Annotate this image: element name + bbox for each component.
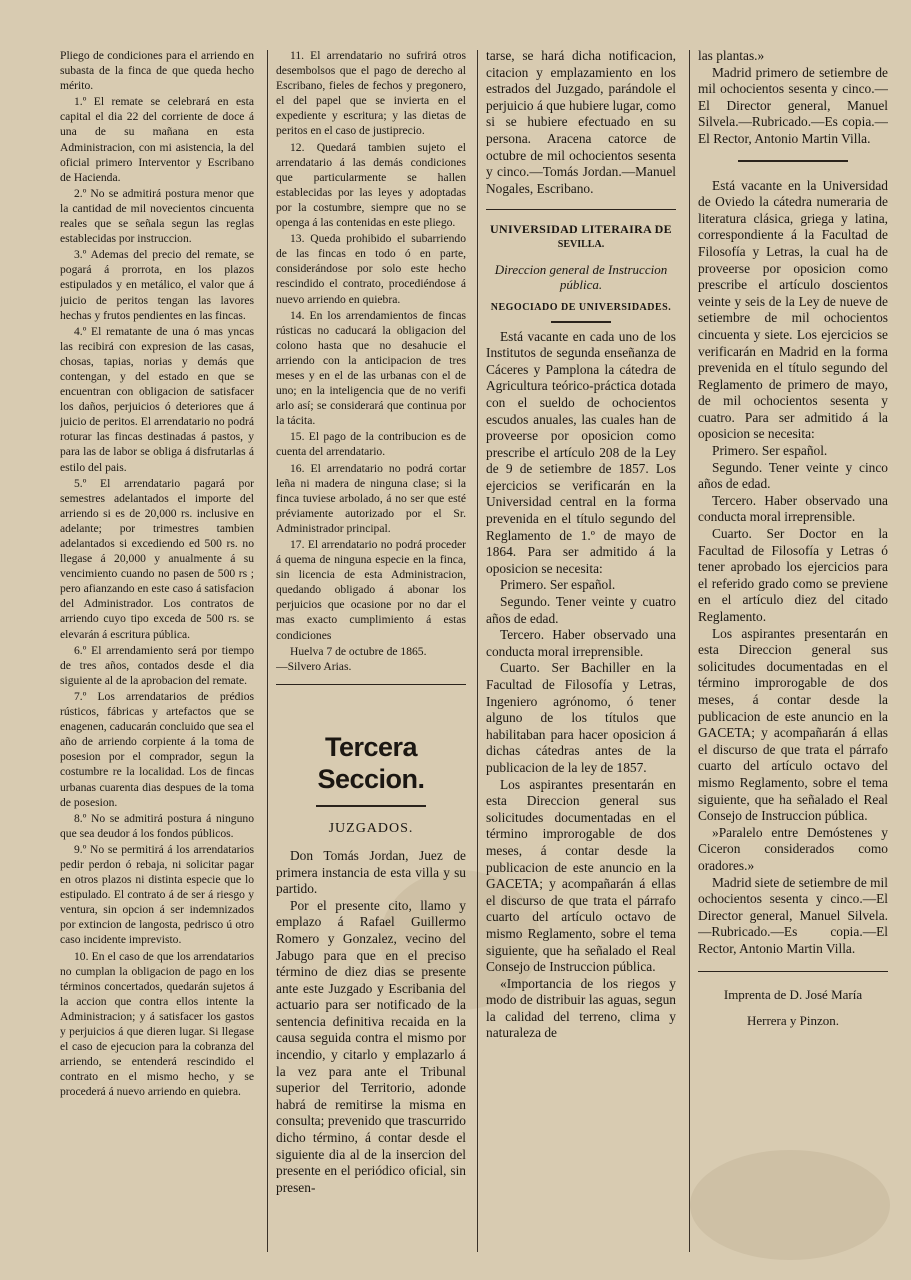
divider: [551, 321, 611, 323]
paragraph: 13. Queda prohibido el subarriendo de las fincas en todo ó en parte, considerándose por solo este hecho rescindido el contrato, procediéndose á nuevo arriendo en quiebra.: [276, 232, 466, 306]
requirement: Tercero. Haber observado una conducta moral irreprensible.: [698, 492, 888, 525]
paragraph: Madrid siete de setiembre de mil ochocientos sesenta y cinco.—El Director general, Manuel Silvela.—Rubricado.—Es copia.—El Rector, Antonio Martin Villa.: [698, 874, 888, 956]
paragraph: 7.º Los arrendatarios de prédios rústicos, fábricas y artefactos que se enagenen, caducarán concluido que sea el año de arriendo corpiente á la toma de posesion por el comprador, segun la costumbre re la localidad. Los de fincas urbanas cuarenta dias despues de la toma de posesion.: [60, 689, 254, 809]
direccion-heading: Direccion general de Instruccion pública.: [494, 261, 668, 292]
paragraph: Los aspirantes presentarán en esta Direccion general sus solicitudes documentadas en el término improrogable de dos meses, á contar desde la publicacion de este anuncio en la GACETA; y acompañarán á ellas el discurso de que trata el párrafo cuarto del artículo octavo del mismo Reglamento, sobre el tema siguiente, que ha señalado el Real Consejo de Instruccion pública.: [698, 625, 888, 824]
paragraph: las plantas.»: [698, 48, 765, 63]
paragraph: 4.º El rematante de una ó mas yncas las recibirá con expresion de las casas, chosas, tapias, norias y demás que contengan, y del estado en que se encuentran con obligacion de satisfacer los daños, perjuicios ó deteriores que á juicio de peritos. El arrendatario no podrá roturar las fincas destinadas á pastos, y para las de labor se obliga á disfrutarlas á estilo del pais.: [60, 324, 254, 474]
paragraph: Está vacante en cada uno de los Institutos de segunda enseñanza de Cáceres y Pamplona la cátedra de Agricultura teórico-práctica dotada con el sueldo de ochocientos escudos anuales, las cuales han de proveerse por oposicion como prescribe el artículo 208 de la Ley de 9 de setiembre de 1857. Los ejercicios se verificarán en la Universidad central en la forma prevenida en el título segundo del Reglamento de 1.º de mayo de 1864. Para ser admitido á la oposicion se necesita:: [486, 328, 676, 576]
divider: [698, 971, 888, 972]
paragraph: «Importancia de los riegos y modo de distribuir las aguas, segun la calidad del terreno, clima y naturaleza de: [486, 975, 676, 1041]
divider: [276, 684, 466, 685]
subsection-title: JUZGADOS.: [328, 820, 414, 836]
paragraph: 12. Quedará tambien sujeto el arrendatario á las demás condiciones que particularmente se hallen establecidas por las leyes y adoptadas por la costumbre, siempre que no se openga á las contenidas en este pliego.: [276, 140, 466, 230]
printer-line: Imprenta de D. José María: [723, 987, 863, 1003]
paragraph: 14. En los arrendamientos de fincas rústicas no caducará la obligacion del colono hasta que no desahucie el arriendo con la anticipacion de tres meses y en el de las urbanas con el de uno; en la inteligencia que de no verifi arlo así; se considerará que continua por la tácita.: [276, 308, 466, 428]
column-3: [486, 48, 676, 1250]
divider: [316, 805, 426, 807]
paragraph: 1.º El remate se celebrará en esta capital el dia 22 del corriente de doce á una de su mañana en esta Administracion, con mi asistencia, la del oficial primero Interventor y Escribano de Hacienda.: [60, 95, 254, 184]
divider: [486, 209, 676, 210]
paragraph: 11. El arrendatario no sufrirá otros desembolsos que el pago de derecho al Escribano, fieles de fechos y pregonero, el del papel que se invierta en el expediente y escritura; y las dietas de peritos en el caso de justiprecio.: [276, 49, 466, 138]
paragraph: »Paralelo entre Demóstenes y Ciceron considerados como oradores.»: [698, 824, 888, 873]
paragraph: Los aspirantes presentarán en esta Direccion general sus solicitudes documentadas en el término improrogable de dos meses, á contar desde la publicacion de este anuncio en la GACETA; y acompañarán á ellas el discurso de que trata el párrafo cuarto del artículo octavo de mismo Reglamento, sobre el tema siguiente, que ha señalado el Real Consejo de Instruccion pública.: [486, 776, 676, 975]
paragraph: 3.º Ademas del precio del remate, se pogará á prorrota, en los plazos estipulados y en metálico, el valor que á juicio de peritos tengan las lavores hechas y frutos pendientes en las fincas.: [60, 248, 254, 322]
paragraph: Madrid primero de setiembre de mil ochocientos sesenta y cinco.—El Director general, Manuel Silvela.—Rubricado.—Es copia.—El Rector, Antonio Martin Villa.: [698, 64, 888, 146]
requirement: Cuarto. Ser Doctor en la Facultad de Filosofía y Letras ó tener aprobado los ejercicios para el referido grado como se previene en el artículo diez del citado Reglamento.: [698, 526, 888, 624]
paragraph: 16. El arrendatario no podrá cortar leña ni madera de ninguna clase; si la finca tuviese arbolado, á no ser que esté préviamente autorizado por el Sr. Administrador principal.: [276, 461, 466, 535]
section-title: Tercera Seccion.: [317, 731, 425, 794]
paragraph: 5.º El arrendatario pagará por semestres adelantados el importe del arriendo si es de 20,000 rs. inclusive en adelante; por trimestres tambien adelantados si excediendo ed 500 rs. no llegase á 20,000 y anualmente á su vencimiento cuando no pasen de 500 rs ; pero afianzando en este caso á satisfacion del Administrador. Los contratos de arriendo cuyo tipo exceda de 500 rs. se elevarán á escritura pública.: [60, 476, 254, 641]
requirement: Cuarto. Ser Bachiller en la Facultad de Filosofía y Letras, Ingeniero agrónomo, ó tener alguno de los títulos que habilitaban para hacer oposicion á dichas cátedras antes de la publicacion de la ley de 1857.: [486, 660, 676, 775]
paragraph: Por el presente cito, llamo y emplazo á Rafael Guillermo Romero y Gonzalez, vecino del Jabugo para que en el preciso término de diez dias se presente ante este Juzgado y Escribania del actuario para ser notificado de la sentencia definitiva recaida en la causa seguida contra el mismo por incendio, y citarlo y emplazarlo á la vez para ante el Tribunal superior del Territorio, adonde habrá de remitirse la misma en consulta; prevenido que trascurrido dicho término, á contar desde el siguiente dia al de la insercion del presente en el periódico oficial, sin presen-: [276, 897, 466, 1195]
paragraph: 15. El pago de la contribucion es de cuenta del arrendatario.: [276, 430, 466, 459]
requirement: Primero. Ser español.: [500, 577, 616, 593]
paragraph: Pliego de condiciones para el arriendo en subasta de la finca de que queda hecho mérito.: [60, 49, 254, 93]
column-1: [60, 48, 254, 1250]
column-2: [276, 48, 466, 1250]
divider: [738, 160, 848, 162]
signature-name: —Silvero Arias.: [276, 659, 352, 673]
university-title: UNIVERSIDAD LITERAIRA DE: [490, 222, 672, 237]
column-4: [698, 48, 888, 1250]
paragraph: Don Tomás Jordan, Juez de primera instancia de esta villa y su partido.: [276, 847, 466, 897]
paragraph: Está vacante en la Universidad de Oviedo la cátedra numeraria de literatura clásica, griega y latina, correspondiente á la Facultad de Filosofía y Letras, la cual ha de proveerse por oposicion como prescribe el artículo doscientos veinte y seis de la Ley de nueve de setiembre de mil ochocientos cincuenta y siete. Los ejercicios se verificarán en Madrid en la forma prevenida en el título segundo del Reglamento de primero de mayo, de mil ochocientos sesenta y cuatro. Para ser admitido á la oposicion se necesita:: [698, 177, 888, 442]
paragraph: 10. En el caso de que los arrendatarios no cumplan la obligacion de pago en los términos concertados, quedarán sujetos á la accion que contra ellos intente la Administracion; y á satisfacer los gastos y perjuicios á que dieren lugar. Si llegase el caso de ejecucion para la cobranza del arriendo, se entenderá rescindido el contrato en el mismo hecho, y se procederá á nuevo arriendo en quiebra.: [60, 949, 254, 1099]
requirement: Segundo. Tener veinte y cinco años de edad.: [698, 459, 888, 492]
paragraph: 6.º El arrendamiento será por tiempo de tres años, contados desde el dia siguiente al de la aprobacion del remate.: [60, 643, 254, 687]
paragraph: tarse, se hará dicha notificacion, citacion y emplazamiento en los estrados del Juzgado, parándole el perjuicio á que hubiere lugar, como si se hubiere efectuado en su persona. Aracena catorce de octubre de mil ochocientos sesenta y cinco.—Tomás Jordan.—Manuel Nogales, Escribano.: [486, 48, 676, 196]
paragraph: 9.º No se permitirá á los arrendatarios pedir perdon ó rebaja, ni solicitar pagar en otros plazos ni distinta especie que lo estipulado. El contrato á de ser á riesgo y ventura, sin opcion á ser indemnizados por extincion de langosta, pedrisco ú otro caso incidente imprevisto.: [60, 842, 254, 947]
paragraph: 2.º No se admitirá postura menor que la cantidad de mil novecientos cincuenta reales que se señala segun las reglas establecidas por instruccion.: [60, 186, 254, 246]
requirement: Primero. Ser español.: [712, 443, 828, 459]
paragraph: 17. El arrendatario no podrá proceder á quema de ninguna especie en la finca, sin licencia de esta Administracion, quedando obligado á abonar los perjuicios que ocasione por no dar el mas exacto cumplimiento á estas condiciones: [276, 538, 466, 642]
paragraph: 8.º No se admitirá postura á ninguno que sea deudor á los fondos públicos.: [60, 811, 254, 840]
negociado-heading: NEGOCIADO DE UNIVERSIDADES.: [490, 301, 672, 313]
printer-name: Herrera y Pinzon.: [746, 1013, 840, 1029]
requirement: Tercero. Haber observado una conducta moral irreprensible.: [486, 627, 676, 659]
column-rule: [689, 50, 690, 1252]
column-rule: [477, 50, 478, 1252]
requirement: Segundo. Tener veinte y cuatro años de edad.: [486, 594, 676, 626]
university-city: SEVILLA.: [557, 239, 605, 251]
signature-date: Huelva 7 de octubre de 1865.: [290, 644, 427, 658]
column-rule: [267, 50, 268, 1252]
